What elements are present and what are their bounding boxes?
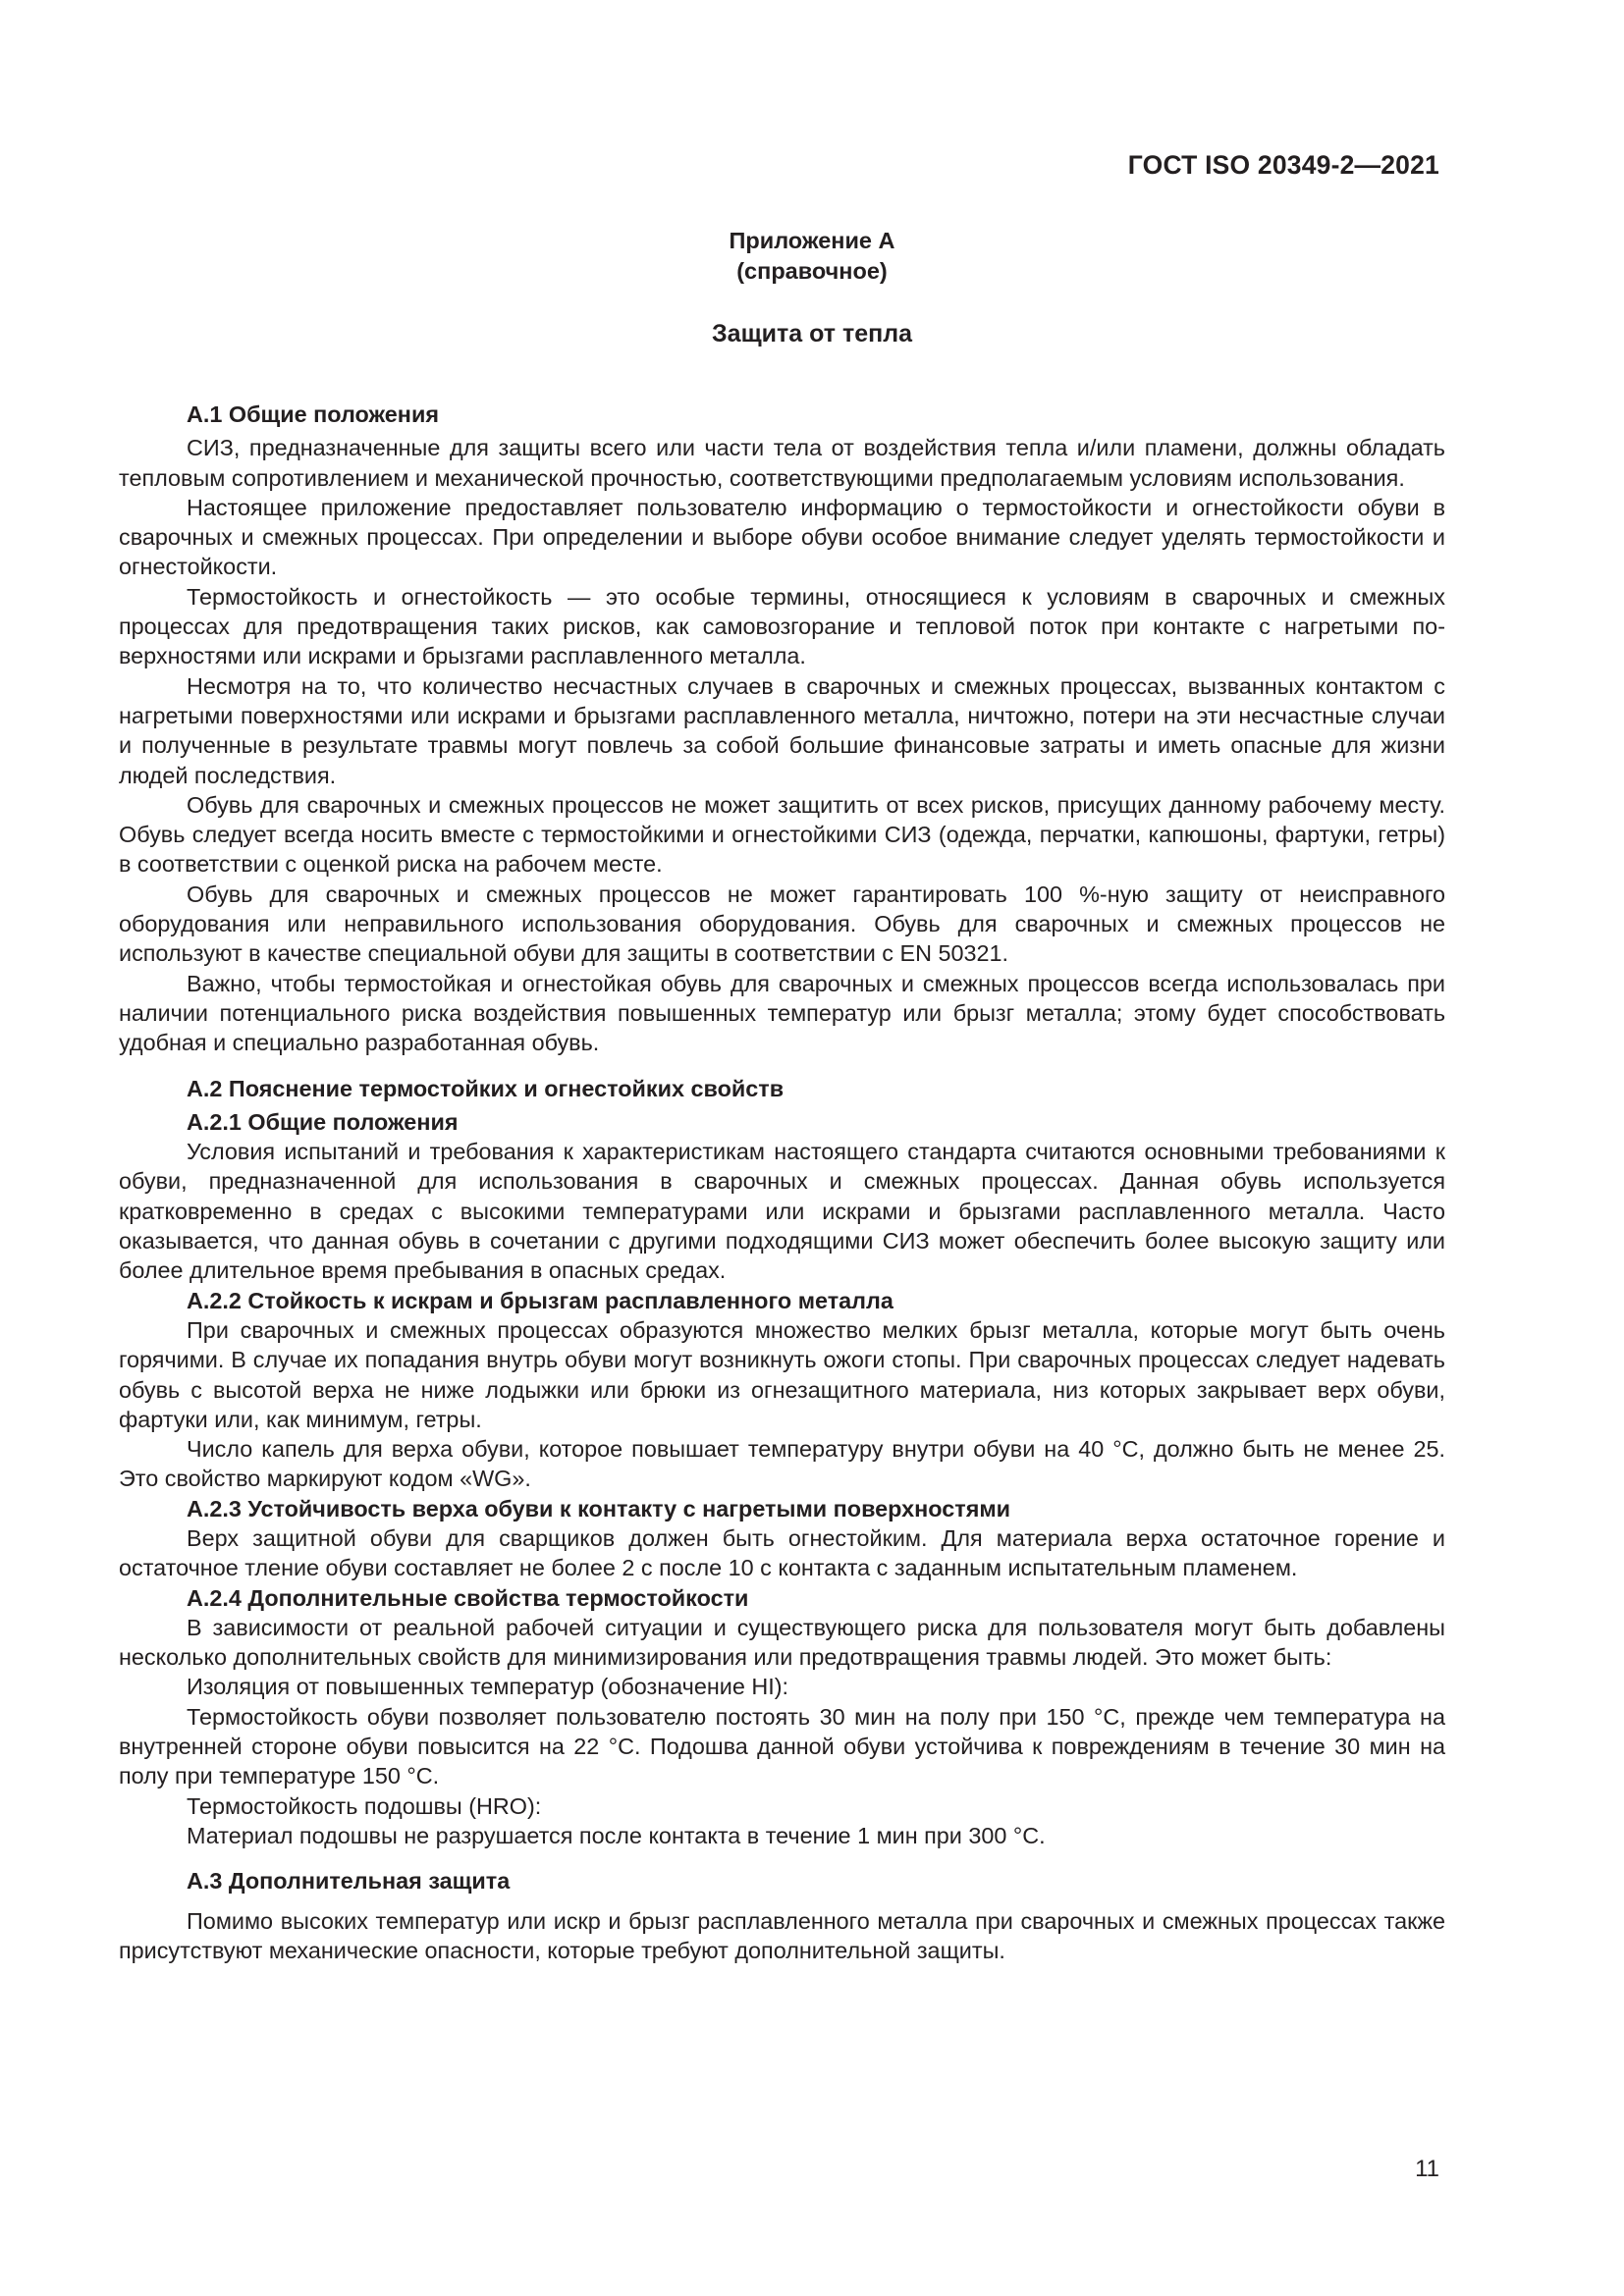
paragraph: Число капель для верха обуви, которое повышает температуру внутри обуви на 40 °С, должно быть не менее 25. Это свойство маркируют кодом «WG». [119, 1436, 1445, 1492]
section-heading-a1: А.1 Общие положения [187, 401, 439, 427]
subsection-heading-a21: А.2.1 Общие положения [187, 1108, 459, 1135]
paragraph: Несмотря на то, что количество несчастных случаев в сварочных и смежных процессах, вызванных контактом с нагретыми поверхностями или искрами и брызгами расплавленного металла, ничтожно, потери на эти несчастные случаи и полученные в результате травмы могут повлечь за собой большие финансовые затраты и иметь опасные для жизни людей последствия. [119, 672, 1445, 788]
paragraph: Помимо высоких температур или искр и брызг расплавленного металла при сварочных и смежных процессах также присутствуют механические опасности, которые требуют дополнительной защиты. [119, 1907, 1445, 1963]
subsection-heading-a23: А.2.3 Устойчивость верха обуви к контакту с нагретыми поверхностями [187, 1495, 1011, 1522]
page-number: 11 [1415, 2156, 1439, 2182]
paragraph: Условия испытаний и требования к характеристикам настоящего стандарта считаются основными требованиями к обуви, предназначенной для использования в сварочных и смежных процессах. Данная обувь используется кратковременно в средах с высокими температурами или искрами и брызгами расплавленного металла. Часто оказывается, что данная обувь в сочетании с другими подходящими СИЗ может обеспечить более высокую защиту или более длительное время пребывания в опасных средах. [119, 1139, 1445, 1284]
document-body [119, 400, 1445, 1965]
section-heading-a3: А.3 Дополнительная защита [187, 1868, 511, 1895]
subsection-heading-a24: А.2.4 Дополнительные свойства термостойкости [187, 1584, 749, 1611]
subsection-heading-a22: А.2.2 Стойкость к искрам и брызгам расплавленного металла [187, 1287, 893, 1313]
paragraph: При сварочных и смежных процессах образуются множество мелких брызг металла, которые могут быть очень горячими. В случае их попадания внутрь обуви могут возникнуть ожоги стопы. При сварочных процессах следует надевать обувь с высотой верха не ниже лодыжки или брюки из огнезащитного материала, низ которых закрывает верх обуви, фартуки или, как минимум, гетры. [119, 1316, 1445, 1432]
paragraph: Верх защитной обуви для сварщиков должен быть огнестойким. Для материала верха остаточное горение и остаточное тление обуви составляет не более 2 с после 10 с контакта с заданным испытательным пламенем. [119, 1524, 1445, 1581]
annex-heading [0, 226, 1624, 287]
paragraph: Изоляция от повышенных температур (обозначение HI): [187, 1674, 789, 1700]
paragraph: Важно, чтобы термостойкая и огнестойкая обувь для сварочных и смежных процессов всегда использовалась при наличии потенциального риска воздействия повышенных температур или брызг металла; этому будет способствовать удобная и специально разработанная обувь. [119, 970, 1445, 1056]
paragraph: Настоящее приложение предоставляет пользователю информацию о термостойкости и огнестойкости обуви в сварочных и смежных процессах. При определении и выборе обуви особое внимание следует уделять термостойкости и огнестойкости. [119, 494, 1445, 580]
annex-type: (справочное) [736, 258, 888, 284]
paragraph: Термостойкость обуви позволяет пользователю постоять 30 мин на полу при 150 °С, прежде чем температура на внутренней стороне обуви повысится на 22 °С. Подошва данной обуви устойчива к повреждениям в течение 30 мин на полу при температуре 150 °С. [119, 1703, 1445, 1789]
paragraph: СИЗ, предназначенные для защиты всего или части тела от воздействия тепла и/или пламени, должны обладать тепловым сопротивлением и механической прочностью, соответствующими предполагаемым условиям использования. [119, 435, 1445, 491]
paragraph: Материал подошвы не разрушается после контакта в течение 1 мин при 300 °С. [187, 1822, 1046, 1848]
standard-code-header: ГОСТ ISO 20349-2—2021 [1127, 150, 1439, 180]
annex-label: Приложение А [729, 228, 895, 253]
paragraph: Термостойкость подошвы (HRO): [187, 1792, 542, 1819]
section-heading-a2: А.2 Пояснение термостойких и огнестойких свойств [187, 1075, 785, 1101]
paragraph: Термостойкость и огнестойкость — это особые термины, относящиеся к условиям в сварочных и смежных процессах для предотвращения таких рисков, как самовозгорание и тепловой поток при контакте с нагретыми поверхностями или искрами и брызгами расплавленного металла. [119, 583, 1445, 669]
paragraph: Обувь для сварочных и смежных процессов не может защитить от всех рисков, присущих данному рабочему месту. Обувь следует всегда носить вместе с термостойкими и огнестойкими СИЗ (одежда, перчатки, капюшоны, фартуки, гетры) в соответствии с оценкой риска на рабочем месте. [119, 791, 1445, 878]
annex-title: Защита от тепла [712, 320, 912, 347]
paragraph: Обувь для сварочных и смежных процессов не может гарантировать 100 %-ную защиту от неисправного оборудования или неправильного использования оборудования. Обувь для сварочных и смежных процессов не используют в качестве специальной обуви для защиты в соответствии с EN 50321. [119, 881, 1445, 967]
paragraph: В зависимости от реальной рабочей ситуации и существующего риска для пользователя могут быть добавлены несколько дополнительных свойств для минимизирования или предотвращения травмы людей. Это может быть: [119, 1614, 1445, 1671]
